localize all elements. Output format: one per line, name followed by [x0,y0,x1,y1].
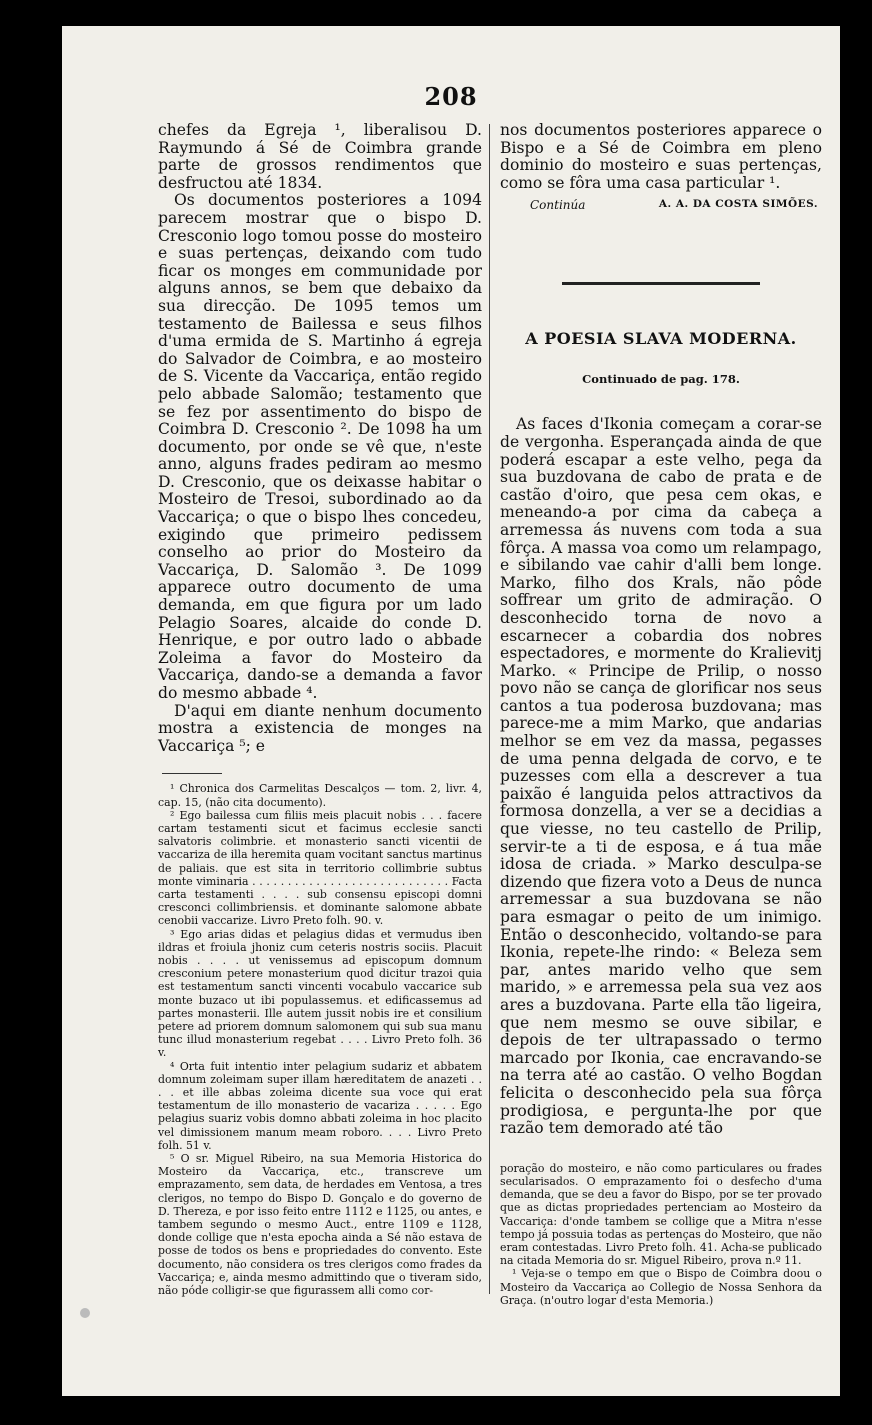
footnote: ⁴ Orta fuit intentio inter pelagium sudariz et abbatem domnum zoleimam super illam hæreditatem de anazeti . . . . et ille abbas zoleima dicente sua voce qui erat testamentum de illo monasterio de vacariza . . . . . Ego pelagius suariz vobis domno abbati zoleima in hoc placito vel dimissionem manum meam roboro. . . . Livro Preto folh. 51 v. [158,1059,482,1152]
continued-from: Continuado de pag. 178. [582,372,740,387]
footnote: ¹ Veja-se o tempo em que o Bispo de Coimbra doou o Mosteiro da Vaccariça ao Collegio de Nossa Senhora da Graça. (n'outro logar d'esta Memoria.) [500,1267,822,1307]
newspaper-page [62,26,840,1396]
paper-blemish [80,1308,90,1318]
section-separator [562,282,760,285]
footnote-rule [162,773,222,774]
continua-line [500,198,822,212]
footnote: poração do mosteiro, e não como particulares ou frades secularisados. O emprazamento foi o desfecho d'uma demanda, que se deu a favor do Bispo, por se ter provado que as dictas propriedades pertenciam ao Mosteiro da Vaccariça: d'onde tambem se collige que a Mitra n'esse tempo já possuia todas as pertenças do Mosteiro, que não eram contestadas. Livro Preto folh. 41. Acha-se publicado na citada Memoria do sr. Miguel Ribeiro, prova n.º 11. [500,1161,822,1268]
page-number: 208 [424,82,478,111]
paragraph: nos documentos posteriores apparece o Bispo e a Sé de Coimbra em pleno dominio do mosteiro e suas pertenças, como se fôra uma casa particular ¹. [500,121,822,192]
paragraph: D'aqui em diante nenhum documento mostra a existencia de monges na Vaccariça ⁵; e [158,701,482,755]
right-footnotes [500,1162,822,1307]
footnote: ¹ Chronica dos Carmelitas Descalços — tom. 2, livr. 4, cap. 15, (não cita documento). [158,782,482,809]
right-column [500,122,822,1307]
article-title: A POESIA SLAVA MODERNA. [525,329,797,349]
continua-label: Continúa [530,198,586,213]
footnote: ² Ego bailessa cum filiis meis placuit nobis . . . facere cartam testamenti sicut et facimus ecclesie sancti salvatoris colimbrie. et monasterio sancti vicentii de vaccariza de illa heremita quam vocitant sanctus martinus de paliais. que est sita in territorio collimbrie subtus monte viminaria . . . . . . . . . . . . . . . . . . . . . . . . . . . . Facta carta testamenti . . . . sub consensu episcopi domni cresconci collimbriensis. et dominante salomone abbate cenobii vaccarize. Livro Preto folh. 90. v. [158,808,482,928]
left-footnotes [158,782,482,1297]
left-column [158,122,482,1297]
continua-author: A. A. DA COSTA SIMÕES. [658,198,818,211]
footnote: ³ Ego arias didas et pelagius didas et vermudus iben ildras et froiula jhoniz cum ceteris nostris sociis. Placuit nobis . . . . ut venissemus ad episcopum domnum cresconium petere monasterium quod dicitur trazoi quia est testamentum sancti vincenti vocabulo vaccarice sub monte buzaco ut ibi populassemus. et edificassemus ad partes monasterii. Ille autem jussit nobis ire et consilium petere ad priorem domnum salomonem qui sub sua manu tunc illud monasterium regebat . . . . Livro Preto folh. 36 v. [158,927,482,1060]
left-body [158,122,482,755]
right-body [500,416,822,1137]
column-divider [489,124,490,1294]
paragraph: chefes da Egreja ¹, liberalisou D. Raymundo á Sé de Coimbra grande parte de grossos rendimentos que desfructou até 1834. [158,121,482,192]
paragraph: Os documentos posteriores a 1094 parecem mostrar que o bispo D. Cresconio logo tomou posse do mosteiro e suas pertenças, deixando com tudo ficar os monges em communidade por alguns annos, se bem que debaixo da sua direcção. De 1095 temos um testamento de Bailessa e seus filhos d'uma ermida de S. Martinho á egreja do Salvador de Coimbra, e ao mosteiro de S. Vicente da Vaccariça, então regido pelo abbade Salomão; testamento que se fez por assentimento do bispo de Coimbra D. Cresconio ². De 1098 ha um documento, por onde se vê que, n'este anno, alguns frades pediram ao mesmo D. Cresconio, que os deixasse habitar o Mosteiro de Tresoi, subordinado ao da Vaccariça; o que o bispo lhes concedeu, exigindo que primeiro pedissem conselho ao prior do Mosteiro da Vaccariça, D. Salomão ³. De 1099 apparece outro documento de uma demanda, em que figura por um lado Pelagio Soares, alcaide do conde D. Henrique, e por outro lado o abbade Zoleima a favor do Mosteiro da Vaccariça, dando-se a demanda a favor do mesmo abbade ⁴. [158,191,482,702]
paragraph: As faces d'Ikonia começam a corar-se de vergonha. Esperançada ainda de que poderá escapar a este velho, pega da sua buzdovana de cabo de prata e de castão d'oiro, que pesa cem okas, e meneando-a por cima da cabeça a arremessa ás nuvens com toda a sua fôrça. A massa voa como um relampago, e sibilando vae cahir d'alli bem longe. Marko, filho dos Krals, não pôde soffrear um grito de admiração. O desconhecido torna de novo a escarnecer a cobardia dos nobres espectadores, e mormente do Kralievitj Marko. « Principe de Prilip, o nosso povo não se cança de glorificar nos seus cantos a tua poderosa buzdovana; mas parece-me a mim Marko, que andarias melhor se em vez da massa, pegasses de uma penna delgada de corvo, e te puzesses com ella a descrever a tua paixão é languida pelos attractivos da formosa donzella, a ver se a decidias a que viesse, no teu castello de Prilip, servir-te a ti de esposa, e á tua mãe idosa de criada. » Marko desculpa-se dizendo que fizera voto a Deus de nunca arremessar a sua buzdovana se não para esmagar o peito de um inimigo. Então o desconhecido, voltando-se para Ikonia, repete-lhe rindo: « Beleza sem par, antes marido velho que sem marido, » e arremessa pela sua vez aos ares a buzdovana. Parte ella tão ligeira, que nem mesmo se ouve sibilar, e depois de ter ultrapassado o termo marcado por Ikonia, cae encravando-se na terra até ao castão. O velho Bogdan felicita o desconhecido pela sua fôrça prodigiosa, e pergunta-lhe por que razão tem demorado até tão [500,415,822,1138]
footnote: ⁵ O sr. Miguel Ribeiro, na sua Memoria Historica do Mosteiro da Vaccariça, etc., transcreve um emprazamento, sem data, de herdades em Ventosa, a tres clerigos, no tempo do Bispo D. Gonçalo e do governo de D. Thereza, e por isso feito entre 1112 e 1125, ou antes, e tambem segundo o mesmo Auct., entre 1109 e 1128, donde collige que n'esta epocha ainda a Sé não estava de posse de todos os bens e propriedades do convento. Este documento, não considera os tres clerigos como frades da Vaccariça; e, ainda mesmo admittindo que o tiveram sido, não póde colligir-se que figurassem alli como cor- [158,1152,482,1298]
right-top [500,122,822,192]
